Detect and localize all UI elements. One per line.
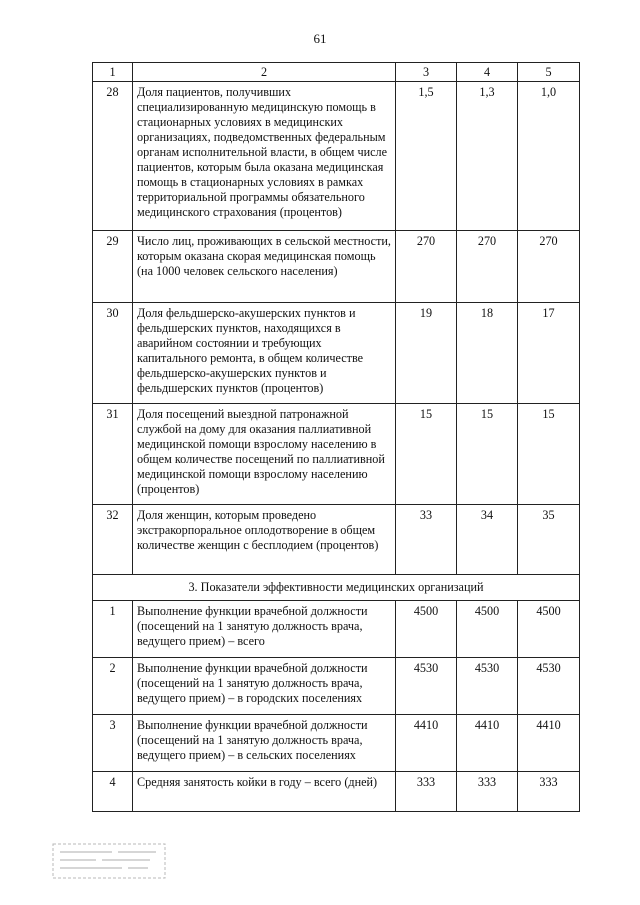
- row-description: Доля женщин, которым проведено экстракорпоральное оплодотворение в общем количестве женщин с бесплодием (процентов): [133, 505, 396, 575]
- value-cell: 1,0: [518, 82, 580, 231]
- value-cell: 4500: [518, 601, 580, 658]
- value-cell: 4530: [396, 658, 457, 715]
- table-row: [93, 303, 580, 404]
- section-title: 3. Показатели эффективности медицинских организаций: [93, 575, 580, 601]
- table-row: [93, 658, 580, 715]
- value-cell: 33: [396, 505, 457, 575]
- value-cell: 4530: [457, 658, 518, 715]
- row-description: Выполнение функции врачебной должности (посещений на 1 занятую должность врача, ведущего прием) – в городских поселениях: [133, 658, 396, 715]
- row-number: 32: [93, 505, 133, 575]
- section-row: [93, 575, 580, 601]
- table-row: [93, 82, 580, 231]
- page-number: 61: [313, 31, 327, 46]
- table-row: [93, 231, 580, 303]
- value-cell: 270: [457, 231, 518, 303]
- row-description: Доля пациентов, получивших специализированную медицинскую помощь в стационарных условиях в медицинских организациях, подведомственных федеральным органам исполнительной власти, в общем числе пациентов, которым была оказана медицинская помощь в стационарных условиях в рамках территориальной программы обязательного медицинского страхования (процентов): [133, 82, 396, 231]
- row-description: Выполнение функции врачебной должности (посещений на 1 занятую должность врача, ведущего прием) – всего: [133, 601, 396, 658]
- row-number: 28: [93, 82, 133, 231]
- value-cell: 34: [457, 505, 518, 575]
- value-cell: 270: [518, 231, 580, 303]
- value-cell: 4410: [518, 715, 580, 772]
- table-row: [93, 601, 580, 658]
- document-stamp: [52, 843, 166, 879]
- indicators-table: [92, 62, 580, 812]
- value-cell: 333: [518, 772, 580, 812]
- row-number: 2: [93, 658, 133, 715]
- row-description: Доля фельдшерско-акушерских пунктов и фельдшерских пунктов, находящихся в аварийном состоянии и требующих капитального ремонта, в общем количестве фельдшерско-акушерских пунктов и фельдшерских пунктов (процентов): [133, 303, 396, 404]
- value-cell: 17: [518, 303, 580, 404]
- row-description: Средняя занятость койки в году – всего (дней): [133, 772, 396, 812]
- value-cell: 333: [457, 772, 518, 812]
- header-cell: 1: [93, 63, 133, 82]
- value-cell: 4410: [396, 715, 457, 772]
- header-cell: 4: [457, 63, 518, 82]
- value-cell: 1,3: [457, 82, 518, 231]
- value-cell: 1,5: [396, 82, 457, 231]
- table-row: [93, 772, 580, 812]
- table-row: [93, 404, 580, 505]
- row-description: Доля посещений выездной патронажной службой на дому для оказания паллиативной медицинской помощи взрослому населению в общем количестве посещений по паллиативной медицинской помощи взрослому населению (процентов): [133, 404, 396, 505]
- row-number: 4: [93, 772, 133, 812]
- value-cell: 270: [396, 231, 457, 303]
- value-cell: 4500: [457, 601, 518, 658]
- row-number: 30: [93, 303, 133, 404]
- header-cell: 2: [133, 63, 396, 82]
- row-description: Число лиц, проживающих в сельской местности, которым оказана скорая медицинская помощь (на 1000 человек сельского населения): [133, 231, 396, 303]
- row-number: 3: [93, 715, 133, 772]
- value-cell: 35: [518, 505, 580, 575]
- table-row: [93, 505, 580, 575]
- value-cell: 19: [396, 303, 457, 404]
- row-number: 31: [93, 404, 133, 505]
- table-header-row: [93, 63, 580, 82]
- value-cell: 18: [457, 303, 518, 404]
- header-cell: 3: [396, 63, 457, 82]
- value-cell: 4410: [457, 715, 518, 772]
- row-number: 29: [93, 231, 133, 303]
- header-cell: 5: [518, 63, 580, 82]
- row-description: Выполнение функции врачебной должности (посещений на 1 занятую должность врача, ведущего прием) – в сельских поселениях: [133, 715, 396, 772]
- row-number: 1: [93, 601, 133, 658]
- table-row: [93, 715, 580, 772]
- value-cell: 15: [518, 404, 580, 505]
- value-cell: 15: [396, 404, 457, 505]
- value-cell: 333: [396, 772, 457, 812]
- value-cell: 4500: [396, 601, 457, 658]
- value-cell: 15: [457, 404, 518, 505]
- value-cell: 4530: [518, 658, 580, 715]
